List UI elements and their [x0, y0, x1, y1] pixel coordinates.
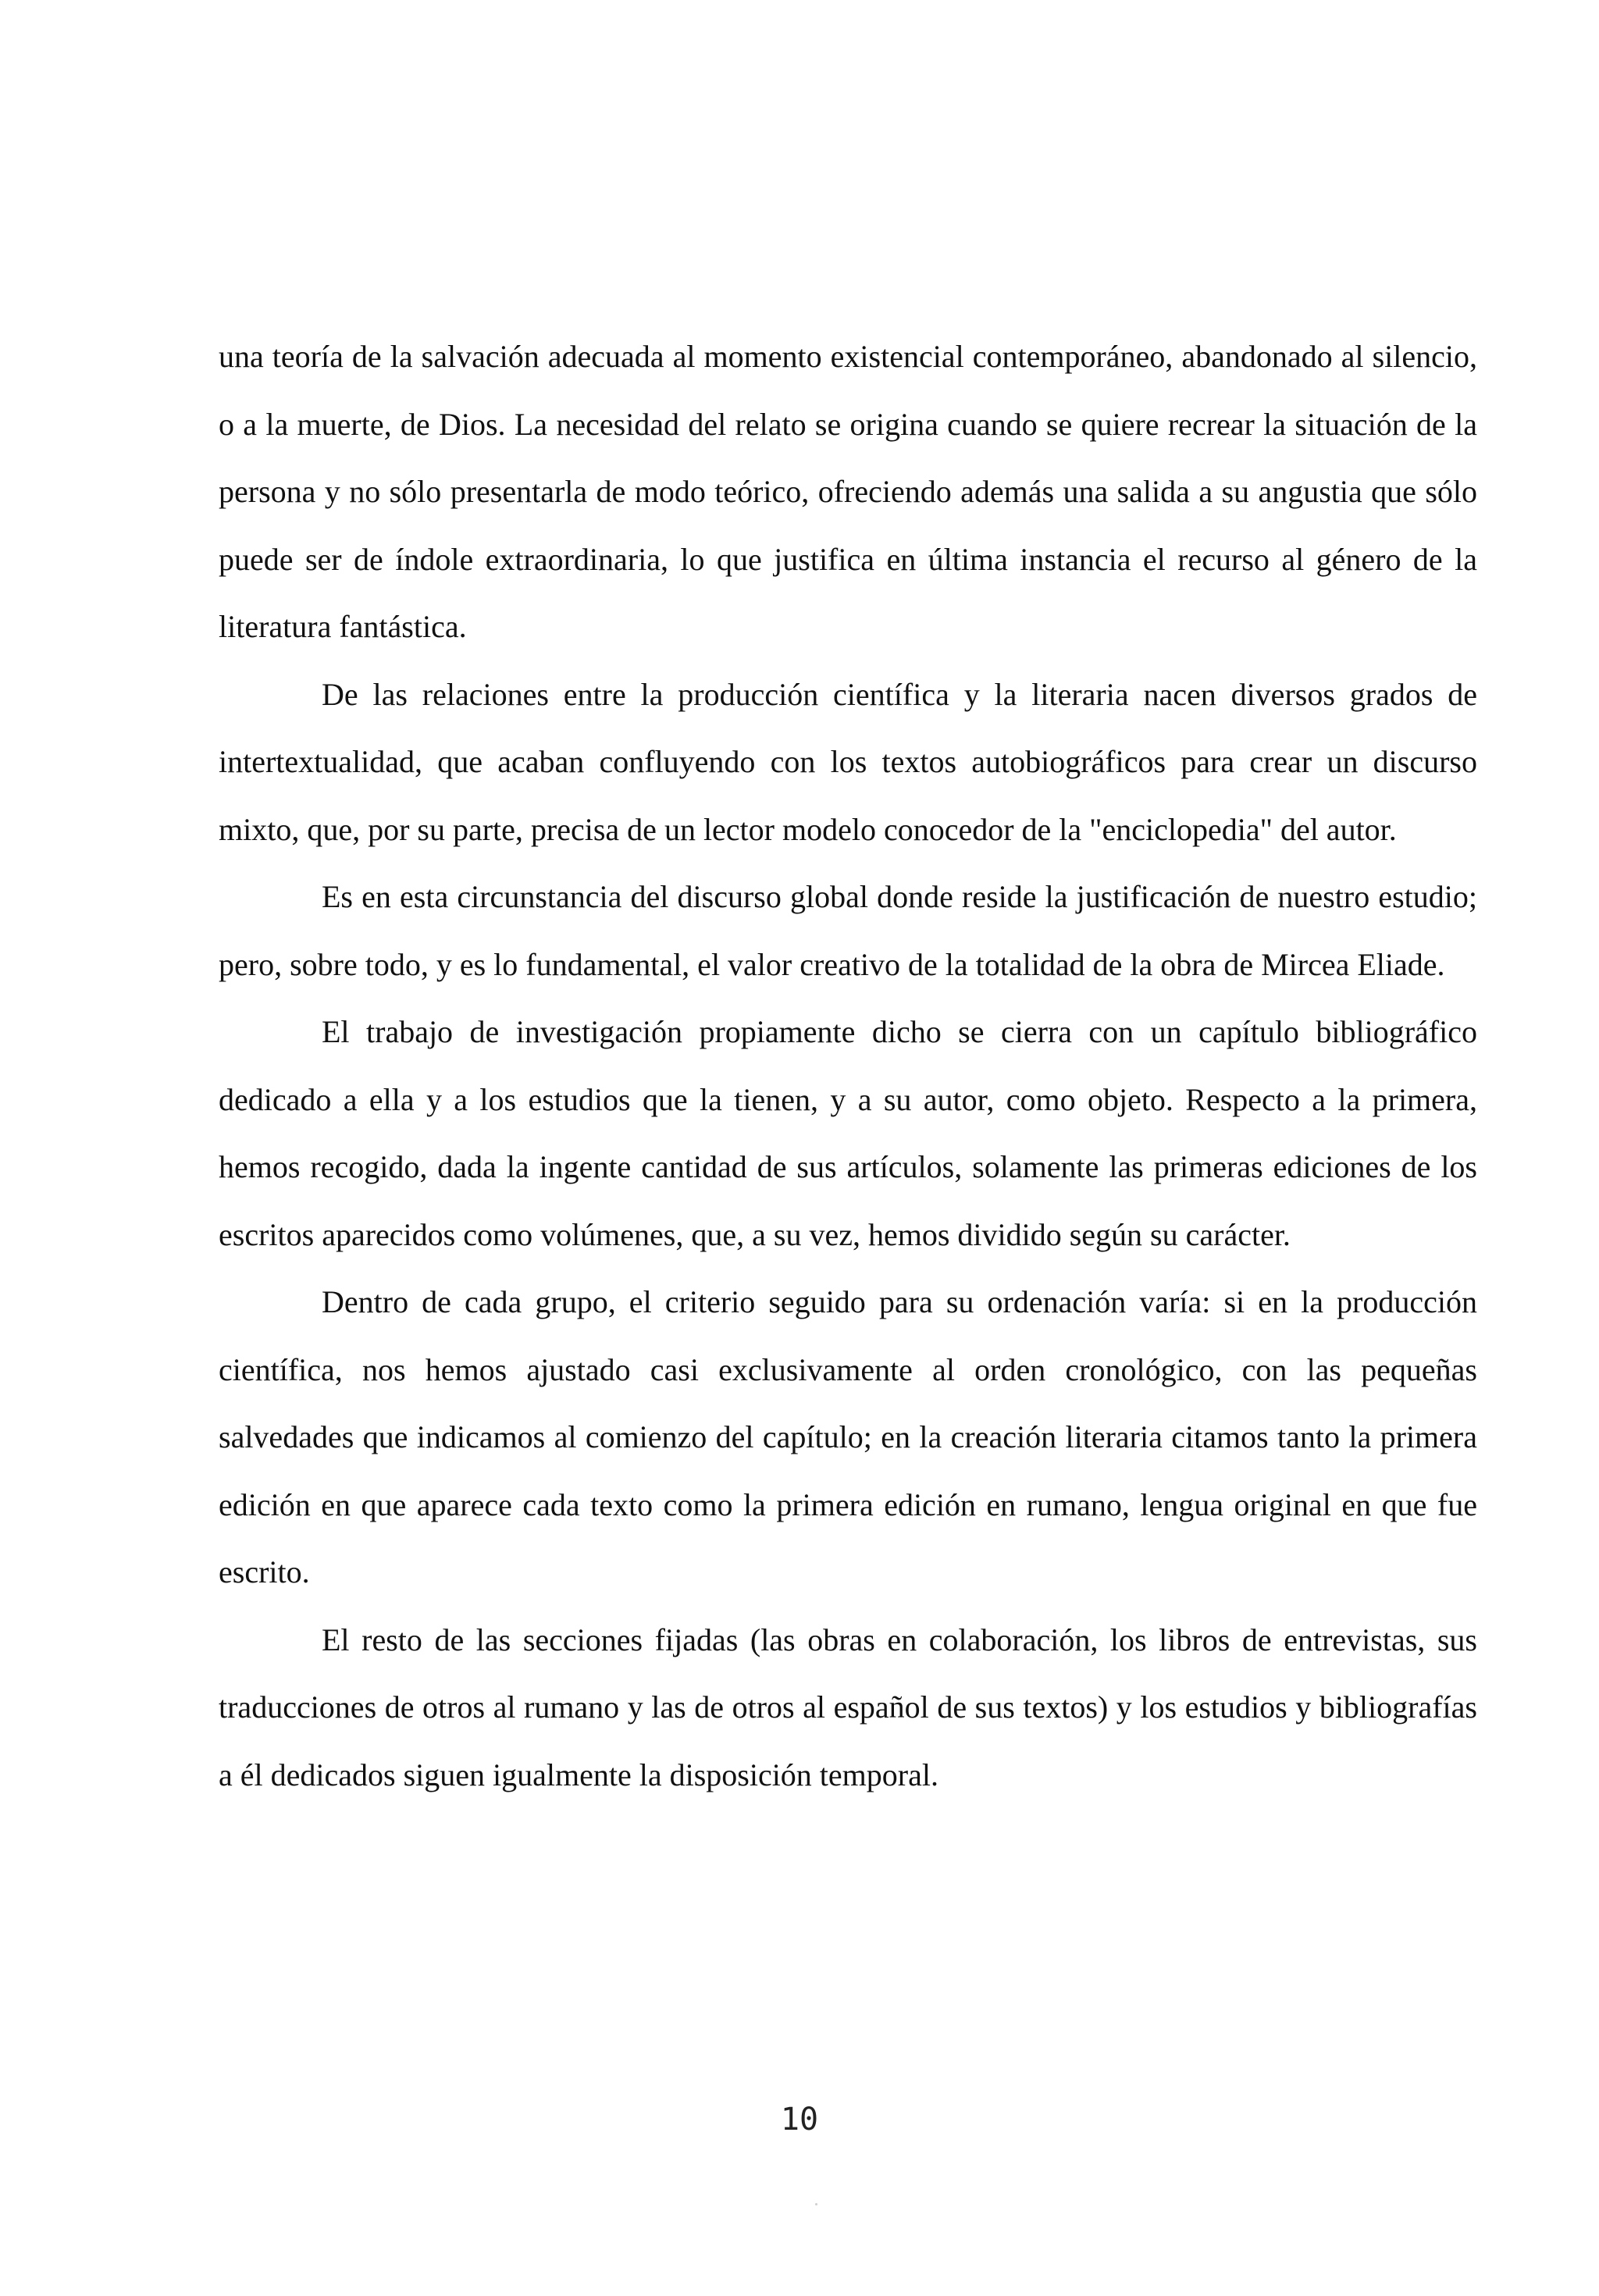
paragraph-other-sections: El resto de las secciones fijadas (las obras en colaboración, los libros de entrevistas, sus traducciones de otros al rumano y las de otros al español de sus textos) y los estudios y bibliografías a él dedicados siguen igualmente la disposición temporal.	[219, 1621, 1477, 1792]
page-number: 10	[780, 2102, 819, 2138]
paragraph-bibliography: El trabajo de investigación propiamente dicho se cierra con un capítulo bibliográfico dedicado a ella y a los estudios que la tienen, y a su autor, como objeto. Respecto a la primera, hemos recogido, dada la ingente cantidad de sus artículos, solamente las primeras ediciones de los escritos aparecidos como volúmenes, que, a su vez, hemos dividido según su carácter.	[219, 1014, 1477, 1252]
paragraph-intertextuality: De las relaciones entre la producción científica y la literaria nacen diversos grados de intertextualidad, que acaban confluyendo con los textos autobiográficos para crear un discurso mixto, que, por su parte, precisa de un lector modelo conocedor de la "enciclopedia" del autor.	[219, 676, 1477, 847]
paragraph-justification: Es en esta circunstancia del discurso global donde reside la justificación de nuestro estudio; pero, sobre todo, y es lo fundamental, el valor creativo de la totalidad de la obra de Mircea Eliade.	[219, 879, 1477, 982]
scan-artifact	[815, 2203, 817, 2205]
paragraph-ordering-criteria: Dentro de cada grupo, el criterio seguido para su ordenación varía: si en la producción científica, nos hemos ajustado casi exclusivamente al orden cronológico, con las pequeñas salvedades que indicamos al comienzo del capítulo; en la creación literaria citamos tanto la primera edición en que aparece cada texto como la primera edición en rumano, lengua original en que fue escrito.	[219, 1284, 1477, 1589]
paragraph-continuation: una teoría de la salvación adecuada al momento existencial contemporáneo, abandonado al silencio, o a la muerte, de Dios. La necesidad del relato se origina cuando se quiere recrear la situación de la persona y no sólo presentarla de modo teórico, ofreciendo además una salida a su angustia que sólo puede ser de índole extraordinaria, lo que justifica en última instancia el recurso al género de la literatura fantástica.	[219, 339, 1477, 644]
body-text	[219, 323, 1477, 1809]
